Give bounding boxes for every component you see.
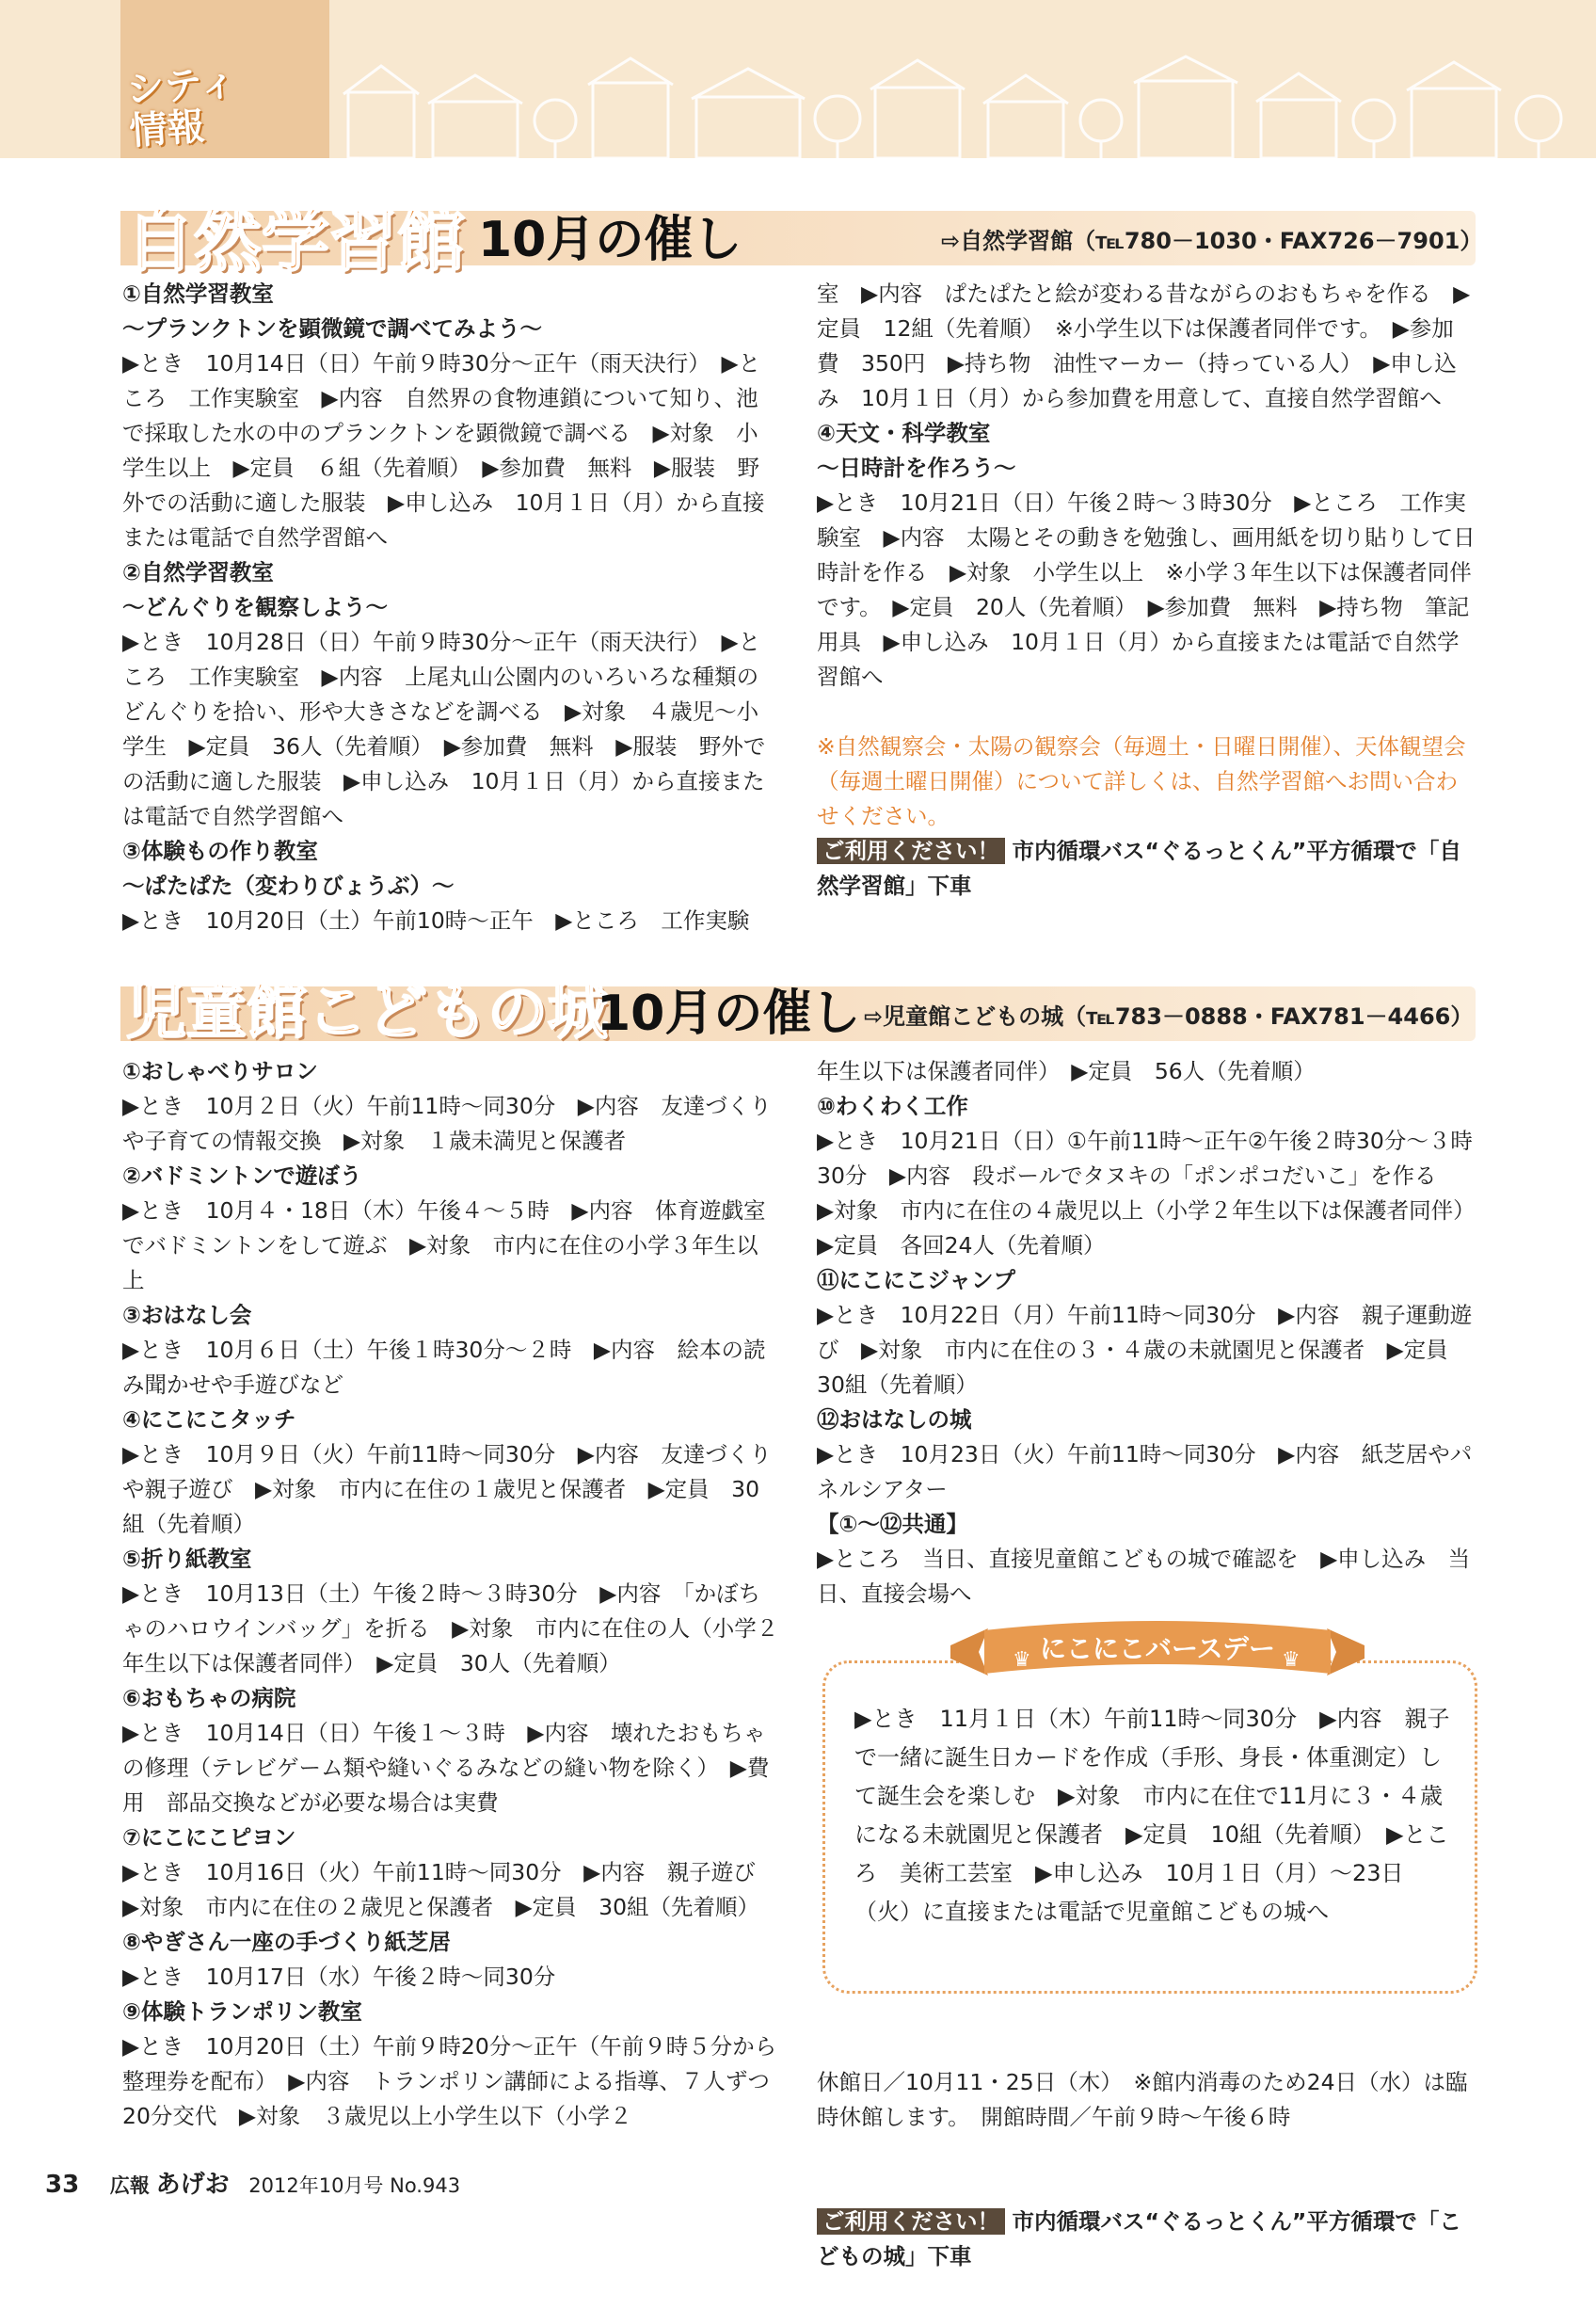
item-detail: ▶とき 10月17日（水）午後２時～同30分: [122, 1964, 556, 1990]
item-heading: ④天文・科学教室: [817, 420, 991, 446]
item-heading: ⑥おもちゃの病院: [122, 1685, 296, 1711]
section1-subtitle: 10月の催し: [478, 212, 742, 268]
item-heading: ～ぱたぱた（変わりびょうぶ）～: [122, 873, 455, 899]
birthday-text: ▶とき 11月１日（木）午前11時～同30分 ▶内容 親子で一緒に誕生日カードを作成（手形、身長・体重測定）して誕生会を楽しむ ▶対象 市内に在住で11月に３・４歳になる未就園児と保護者 ▶定員 10組（先着順） ▶ところ 美術工芸室 ▶申し込み 10月１日（月）～23日（火）に直接または電話で児童館こどもの城へ: [854, 1706, 1450, 1925]
item-heading: ③おはなし会: [122, 1302, 252, 1328]
closed-days-info: [817, 1996, 1476, 2309]
svg-text:♛: ♛: [1013, 1648, 1031, 1672]
section1-right-column: [817, 277, 1476, 904]
item-detail: ▶とき 10月２日（火）午前11時～同30分 ▶内容 友達づくりや子育ての情報交換 ▶対象 １歳未満児と保護者: [122, 1093, 772, 1154]
section2-subtitle: 10月の催し: [597, 986, 861, 1042]
section2-left-column: [122, 1054, 779, 2134]
section2-title: 児童館こどもの城: [126, 978, 608, 1048]
item-detail: ▶とき 10月20日（土）午前10時～正午 ▶ところ 工作実験: [122, 907, 750, 934]
item-detail: ▶とき 10月13日（土）午後２時～３時30分 ▶内容 「かぼちゃのハロウインバッグ」を折る ▶対象 市内に在住の人（小学２年生以下は保護者同伴） ▶定員 30人（先着順）: [122, 1580, 779, 1676]
item-detail: ▶とき 10月21日（日）午後２時～３時30分 ▶ところ 工作実験室 ▶内容 太陽とその動きを勉強し、画用紙を切り貼りして日時計を作る ▶対象 小学生以上 ※小学３年生以下は保護者同伴です。 ▶定員 20人（先着順） ▶参加費 無料 ▶持ち物 筆記用具 ▶申し込み 10月１日（月）から直接または電話で自然学習館へ: [817, 489, 1476, 690]
item-heading: ②バドミントンで遊ぼう: [122, 1163, 362, 1189]
item-heading: ①自然学習教室: [122, 281, 274, 307]
bus-text: 市内循環バス“ぐるっとくん”平方循環で「自然学習館」下車: [817, 838, 1461, 899]
item-detail: ▶とき 10月22日（月）午前11時～同30分 ▶内容 親子運動遊び ▶対象 市内に在住の３・４歳の未就園児と保護者 ▶定員 30組（先着順）: [817, 1302, 1473, 1398]
item-detail: ▶とき 10月４・18日（木）午後４～５時 ▶内容 体育遊戯室でバドミントンをして遊ぶ ▶対象 市内に在住の小学３年生以上: [122, 1197, 766, 1293]
item-detail: ▶とき 10月14日（日）午前９時30分～正午（雨天決行） ▶ところ 工作実験室 ▶内容 自然界の食物連鎖について知り、池で採取した水の中のプランクトンを顕微鏡で調べる ▶対象 小学生以上 ▶定員 ６組（先着順） ▶参加費 無料 ▶服装 野外での活動に適した服装 ▶申し込み 10月１日（月）から直接または電話で自然学習館へ: [122, 350, 765, 551]
bus-text: 市内循環バス“ぐるっとくん”平方循環で「こどもの城」下車: [817, 2208, 1461, 2269]
item-heading: ⑦にこにこピヨン: [122, 1824, 296, 1851]
birthday-title: にこにこバースデー: [1039, 1633, 1276, 1664]
item-detail: ▶とき 10月21日（日）①午前11時～正午②午後２時30分～３時30分 ▶内容 段ボールでタヌキの「ポンポコだいこ」を作る ▶対象 市内に在住の４歳児以上（小学２年生以下は保護者同伴） ▶定員 各回24人（先着順）: [817, 1128, 1487, 1259]
item-detail: ▶とき 10月28日（日）午前９時30分～正午（雨天決行） ▶ところ 工作実験室 ▶内容 上尾丸山公園内のいろいろな種類のどんぐりを拾い、形や大きさなどを調べる ▶対象 ４歳児～小学生 ▶定員 36人（先着順） ▶参加費 無料 ▶服装 野外での活動に適した服装 ▶申し込み 10月１日（月）から直接または電話で自然学習館へ: [122, 629, 766, 829]
item-heading: ①おしゃべりサロン: [122, 1058, 318, 1084]
item-detail: ▶とき 10月20日（土）午前９時20分～正午（午前９時５分から整理券を配布） ▶内容 トランポリン講師による指導、７人ずつ20分交代 ▶対象 ３歳児以上小学生以下（小学２: [122, 2033, 777, 2129]
issue-info: 2012年10月号 No.943: [248, 2174, 461, 2197]
section2-right-column: [817, 1054, 1487, 1611]
header-tab-title: シティ 情報: [125, 61, 238, 153]
item-detail: ▶とき 10月９日（火）午前11時～同30分 ▶内容 友達づくりや親子遊び ▶対象 市内に在住の１歳児と保護者 ▶定員 30組（先着順）: [122, 1441, 772, 1537]
page-number: 33: [45, 2171, 80, 2199]
section1-title: 自然学習館: [126, 201, 466, 281]
publication-label: 広報: [109, 2174, 150, 2197]
item-heading: ⑧やぎさん一座の手づくり紙芝居: [122, 1929, 451, 1955]
item-detail: 年生以下は保護者同伴） ▶定員 56人（先着順）: [817, 1058, 1316, 1084]
item-heading: ～どんぐりを観察しよう～: [122, 594, 388, 620]
section2-contact: ⇨児童館こどもの城（℡783－0888・FAX781－4466）: [864, 1003, 1474, 1030]
footer: [45, 2165, 460, 2200]
item-detail: ▶とき 10月６日（土）午後１時30分～２時 ▶内容 絵本の読み聞かせや手遊びなど: [122, 1337, 766, 1398]
item-heading: 【①～⑫共通】: [817, 1511, 968, 1537]
publication-logo: あげお: [155, 2171, 230, 2199]
section2-bus-info: [817, 2205, 1476, 2274]
item-detail: ▶とき 10月23日（火）午前11時～同30分 ▶内容 紙芝居やパネルシアター: [817, 1441, 1473, 1502]
item-heading: ⑪にこにこジャンプ: [817, 1267, 1016, 1293]
bus-badge: ご利用ください！: [817, 2208, 1005, 2235]
item-detail: ▶とき 10月14日（日）午後１～３時 ▶内容 壊れたおもちゃの修理（テレビゲーム類や縫いぐるみなどの縫い物を除く） ▶費用 部品交換などが必要な場合は実費: [122, 1720, 770, 1816]
svg-text:♛: ♛: [1282, 1648, 1301, 1672]
item-heading: ⑩わくわく工作: [817, 1093, 968, 1119]
section1-left-column: [122, 277, 779, 938]
spacer: [817, 695, 1476, 730]
item-detail: ▶とき 10月16日（火）午前11時～同30分 ▶内容 親子遊び ▶対象 市内に在住の２歳児と保護者 ▶定員 30組（先着順）: [122, 1859, 778, 1920]
section1-contact: ⇨自然学習館（℡780－1030・FAX726－7901）: [941, 228, 1483, 254]
bus-badge: ご利用ください！: [817, 838, 1005, 864]
item-heading: ⑫おはなしの城: [817, 1406, 972, 1433]
town-illustration: [339, 55, 1596, 158]
item-heading: ③体験もの作り教室: [122, 838, 318, 864]
bus-info: [817, 834, 1476, 904]
notice-text: ※自然観察会・太陽の観察会（毎週土・日曜日開催）、天体観望会（毎週土曜日開催）について詳しくは、自然学習館へお問い合わせください。: [817, 733, 1466, 829]
item-heading: ②自然学習教室: [122, 559, 274, 585]
item-heading: ～プランクトンを顕微鏡で調べてみよう～: [122, 315, 543, 342]
item-detail: ▶ところ 当日、直接児童館こどもの城で確認を ▶申し込み 当日、直接会場へ: [817, 1546, 1471, 1607]
item-heading: ～日時計を作ろう～: [817, 455, 1016, 481]
item-heading: ⑨体験トランポリン教室: [122, 1998, 362, 2025]
item-heading: ④にこにこタッチ: [122, 1406, 296, 1433]
item-heading: ⑤折り紙教室: [122, 1546, 252, 1572]
item-detail: 室 ▶内容 ぱたぱたと絵が変わる昔ながらのおもちゃを作る ▶定員 12組（先着順） ※小学生以下は保護者同伴です。 ▶参加費 350円 ▶持ち物 油性マーカー（持っている人） ▶申し込み 10月１日（月）から参加費を用意して、直接自然学習館へ: [817, 281, 1471, 411]
closed-days-text: 休館日／10月11・25日（木） ※館内消毒のため24日（水）は臨時休館します。 開館時間／午前９時～午後６時: [817, 2069, 1468, 2130]
